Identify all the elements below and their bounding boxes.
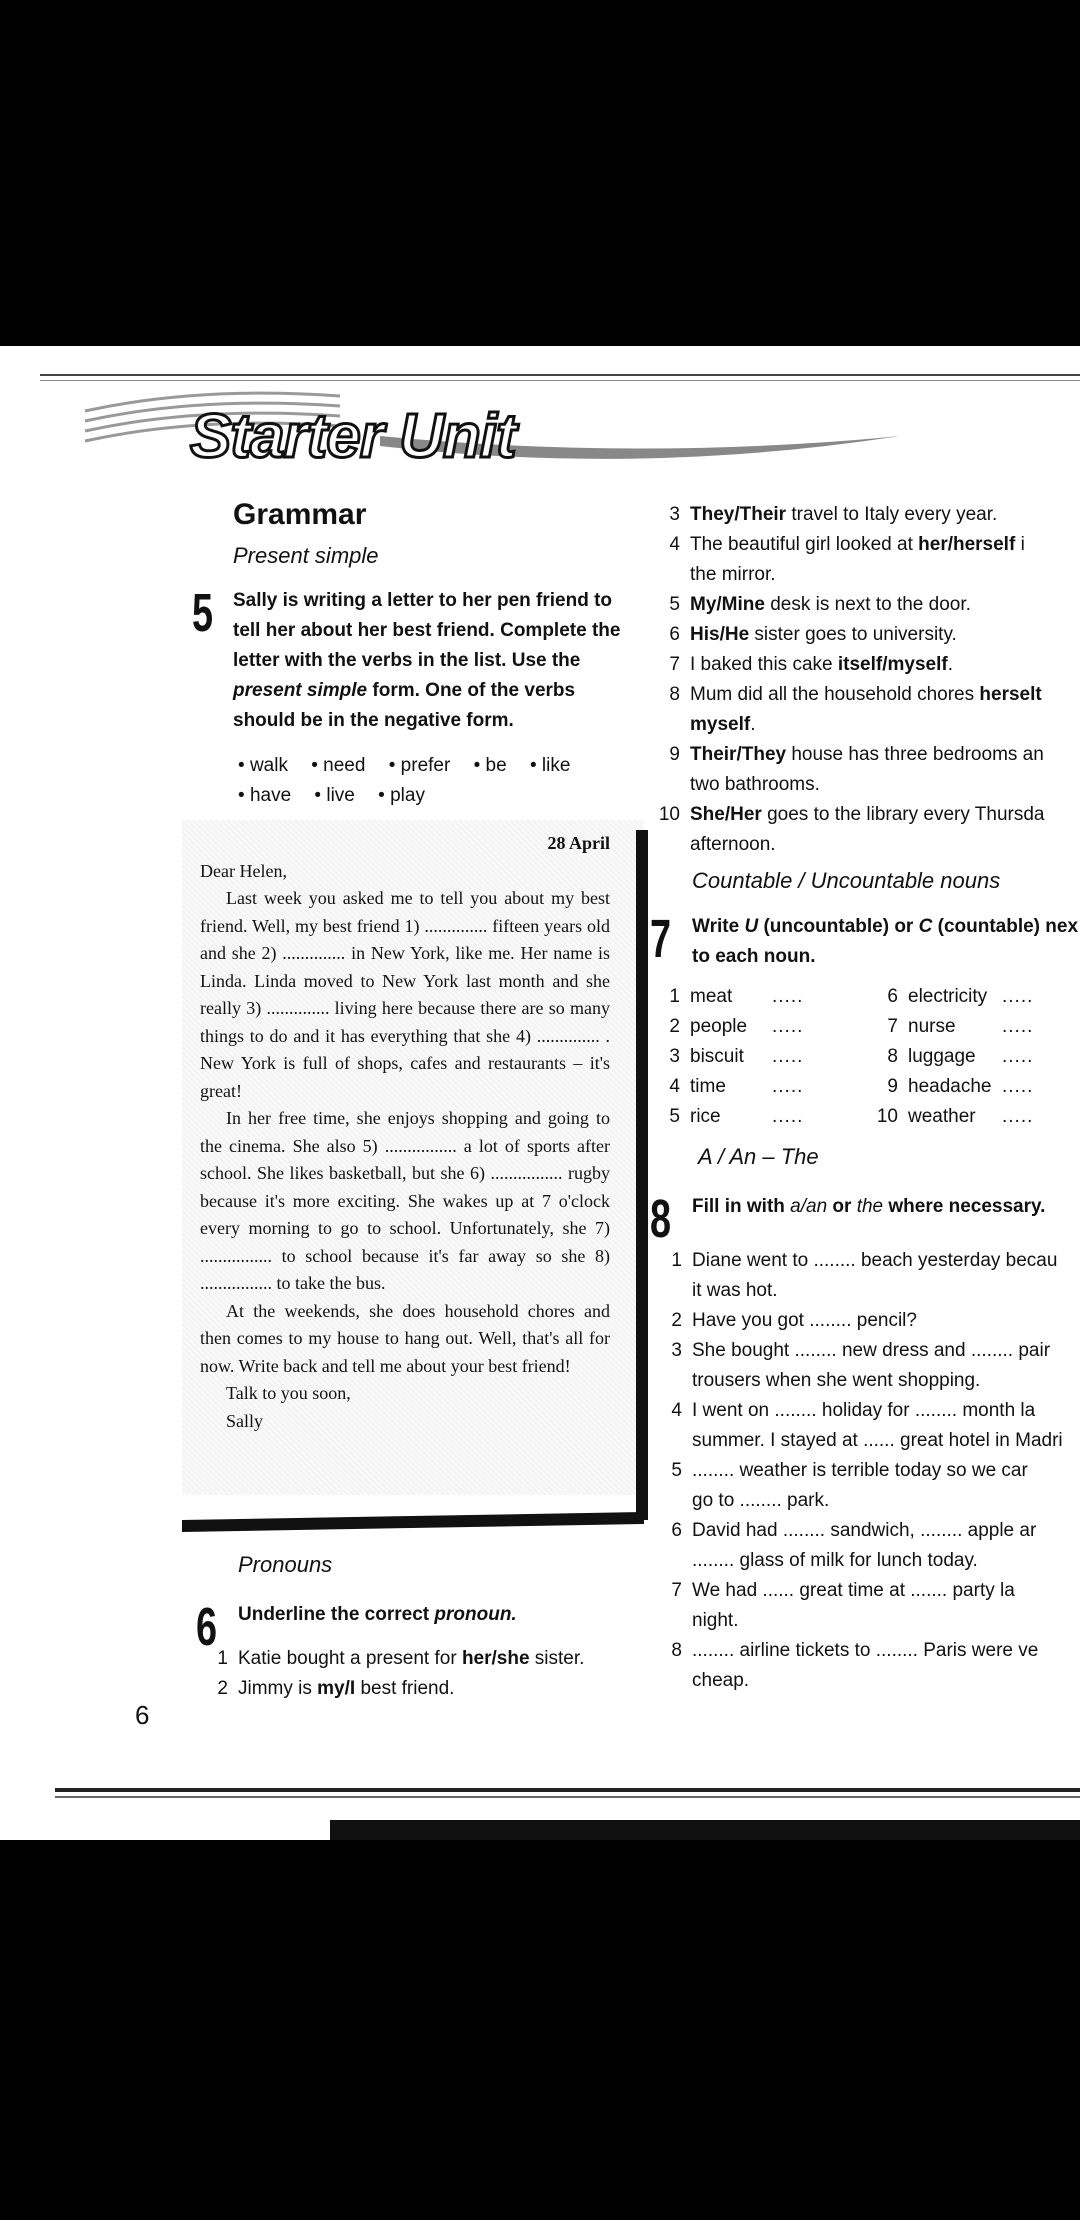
exercise-7-instruction: Write U (uncountable) or C (countable) nex to each noun.	[692, 916, 1079, 967]
textbook-page	[0, 346, 1080, 1820]
pronoun-item-3: 3 They/Their travel to Italy every year.	[669, 504, 998, 525]
pronoun-item-4: 4 The beautiful girl looked at her/herself i	[669, 534, 1025, 555]
letter-paragraph-2: In her free time, she enjoys shopping and going to the cinema. She also 5) ................ a lot of sports after school. She likes basketball, but she 6) ................ rugby because it's more exciting. She wakes up at 7 o'clock every morning to go to school. Unfortunately, she 7) ................ to school because it's far away so she 8) ................ to take the bus.	[200, 1108, 610, 1293]
exercise-7-number: 7	[650, 909, 672, 969]
pronoun-item-1: 1 Katie bought a present for her/she sister.	[217, 1648, 585, 1669]
letter-paragraph-1: Last week you asked me to tell you about my best friend. Well, my best friend 1) .............. fifteen years old and she 2) .............. in New York, like me. Her name is Linda. Linda moved to New York last month and she really 3) .............. living here because there are so many things to do and it has everything that she 4) .............. . New York is full of shops, cafes and restaurants – it's great!	[200, 888, 610, 1101]
bottom-rule-thin	[55, 1796, 1080, 1798]
article-line-4: 4 I went on ........ holiday for ........ month la	[671, 1400, 1036, 1421]
noun-row-1: 1 meat .....	[669, 986, 804, 1007]
article-line-8-cont: cheap.	[692, 1670, 750, 1691]
letter-border-right	[636, 830, 648, 1520]
pronoun-item-9-cont: two bathrooms.	[690, 774, 820, 795]
letter-signature: Sally	[226, 1410, 264, 1431]
pronoun-item-7: 7 I baked this cake itself/myself.	[669, 654, 953, 675]
unit-title: Starter Unit	[190, 402, 516, 471]
noun-row-8: 8 luggage .....	[887, 1046, 1034, 1067]
letter-border-bottom	[182, 1512, 644, 1532]
pronoun-item-5: 5 My/Mine desk is next to the door.	[669, 594, 971, 615]
letter-text	[200, 830, 610, 1435]
pronoun-item-4-cont: the mirror.	[690, 564, 776, 585]
noun-row-6: 6 electricity .....	[887, 986, 1034, 1007]
pronoun-item-10: 10 She/Her goes to the library every Thursda	[658, 804, 1045, 825]
pronoun-item-8-cont: myself.	[690, 714, 756, 735]
countable-subheading: Countable / Uncountable nouns	[692, 868, 1001, 893]
noun-row-9: 9 headache .....	[887, 1076, 1034, 1097]
article-line-1-cont: it was hot.	[692, 1280, 778, 1301]
article-line-3: 3 She bought ........ new dress and ........ pair	[671, 1340, 1051, 1361]
noun-row-2: 2 people .....	[669, 1016, 804, 1037]
exercise-8-instruction: Fill in with a/an or the where necessary.	[692, 1196, 1046, 1217]
exercise-5-number: 5	[192, 583, 214, 643]
present-simple-subheading: Present simple	[233, 543, 379, 568]
pronoun-item-9: 9 Their/They house has three bedrooms an	[669, 744, 1044, 765]
article-line-6: 6 David had ........ sandwich, ........ apple ar	[671, 1520, 1037, 1541]
noun-row-4: 4 time .....	[669, 1076, 804, 1097]
letter-date: 28 April	[547, 833, 610, 853]
article-line-4-cont: summer. I stayed at ...... great hotel in Madri	[692, 1430, 1063, 1451]
pronoun-item-10-cont: afternoon.	[690, 834, 776, 855]
articles-subheading: A / An – The	[698, 1144, 819, 1169]
letter-greeting: Dear Helen,	[200, 860, 287, 881]
pronoun-item-6: 6 His/He sister goes to university.	[669, 624, 957, 645]
article-line-7-cont: night.	[692, 1610, 739, 1631]
letter-paragraph-3: At the weekends, she does household chores and then comes to my house to hang out. Well, that's all for now. Write back and tell me about your best friend!	[200, 1300, 610, 1376]
noun-row-3: 3 biscuit .....	[669, 1046, 804, 1067]
pronoun-item-8: 8 Mum did all the household chores herselt	[669, 684, 1042, 705]
exercise-6-number: 6	[196, 1597, 218, 1657]
article-line-5: 5 ........ weather is terrible today so we car	[671, 1460, 1028, 1481]
noun-row-10: 10 weather .....	[876, 1106, 1034, 1127]
pronouns-subheading: Pronouns	[238, 1552, 333, 1577]
grammar-heading: Grammar	[233, 498, 367, 531]
page-number: 6	[135, 1700, 150, 1730]
article-line-5-cont: go to ........ park.	[692, 1490, 830, 1511]
pronoun-item-2: 2 Jimmy is my/I best friend.	[217, 1678, 455, 1699]
article-line-1: 1 Diane went to ........ beach yesterday becau	[671, 1250, 1058, 1271]
article-line-2: 2 Have you got ........ pencil?	[671, 1310, 917, 1331]
exercise-6-instruction: Underline the correct pronoun.	[238, 1604, 517, 1625]
bottom-white-left	[0, 1820, 330, 1840]
letter-signoff: Talk to you soon,	[226, 1383, 351, 1403]
bottom-dark-band	[330, 1820, 1080, 1840]
verb-list: • walk • need • prefer • be • like • have • live • play	[238, 755, 571, 806]
exercise-5-instruction: Sally is writing a letter to her pen friend to tell her about her best friend. Complete the letter with the verbs in the list. Use the present simple form. One of the verbs should be in the negative form.	[233, 590, 621, 731]
article-line-6-cont: ........ glass of milk for lunch today.	[692, 1550, 978, 1571]
noun-row-5: 5 rice .....	[669, 1106, 804, 1127]
bottom-white-strip	[55, 1800, 1080, 1820]
exercise-8-number: 8	[650, 1189, 672, 1249]
noun-row-7: 7 nurse .....	[887, 1016, 1034, 1037]
bottom-rule	[55, 1788, 1080, 1792]
article-line-7: 7 We had ...... great time at ....... party la	[671, 1580, 1015, 1601]
article-line-3-cont: trousers when she went shopping.	[692, 1370, 981, 1391]
article-line-8: 8 ........ airline tickets to ........ Paris were ve	[671, 1640, 1039, 1661]
